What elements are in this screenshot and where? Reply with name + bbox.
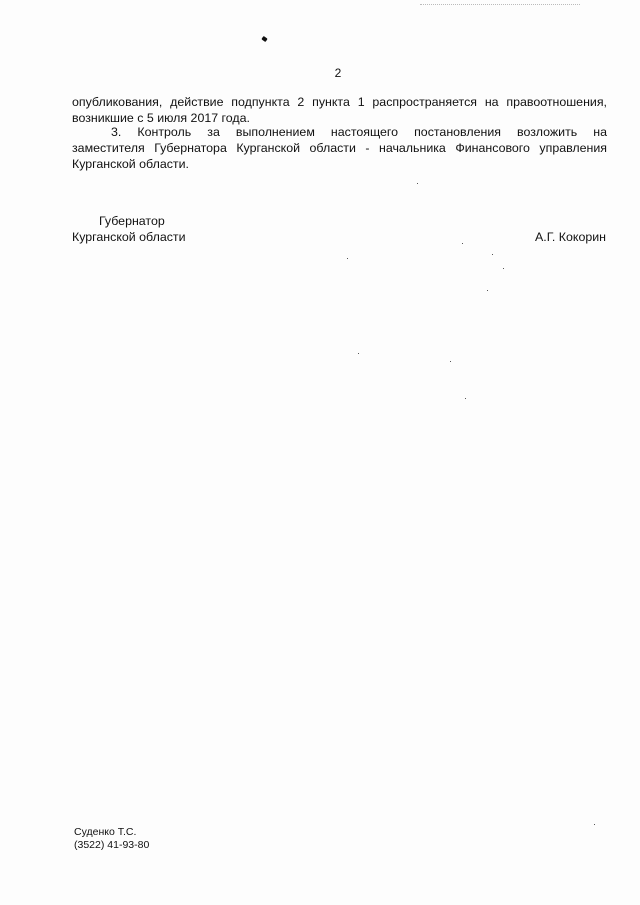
executor-name: Суденко Т.С. [74, 826, 137, 838]
paragraph-line: заместителя Губернатора Курганской области - начальника Финансового управления [72, 141, 607, 155]
signatory-title-line: Губернатор [99, 214, 165, 228]
scan-speck [487, 290, 488, 291]
paragraph-publication [72, 94, 607, 126]
scan-speck [465, 398, 466, 399]
executor-footer [74, 826, 149, 852]
scan-artifact [420, 4, 580, 6]
signatory-title [72, 213, 186, 245]
page-number: 2 [334, 66, 342, 80]
scan-mark [261, 36, 267, 42]
scan-speck [594, 824, 595, 825]
signatory-title-line: Курганской области [72, 230, 186, 244]
paragraph-control [72, 124, 607, 172]
scan-speck [450, 361, 451, 362]
scan-speck [417, 183, 418, 184]
paragraph-line: Курганской области. [72, 157, 189, 171]
scan-speck [462, 243, 463, 244]
paragraph-line: 3. Контроль за выполнением настоящего постановления возложить на [111, 125, 607, 139]
scan-speck [347, 258, 348, 259]
paragraph-line: опубликования, действие подпункта 2 пункта 1 распространяется на правоотношения, [72, 95, 607, 109]
scan-speck [492, 254, 493, 255]
scan-speck [503, 268, 504, 269]
scan-speck [358, 353, 359, 354]
executor-phone: (3522) 41-93-80 [74, 839, 150, 851]
paragraph-line: возникшие с 5 июля 2017 года. [72, 111, 250, 125]
signatory-name: А.Г. Кокорин [534, 230, 606, 244]
